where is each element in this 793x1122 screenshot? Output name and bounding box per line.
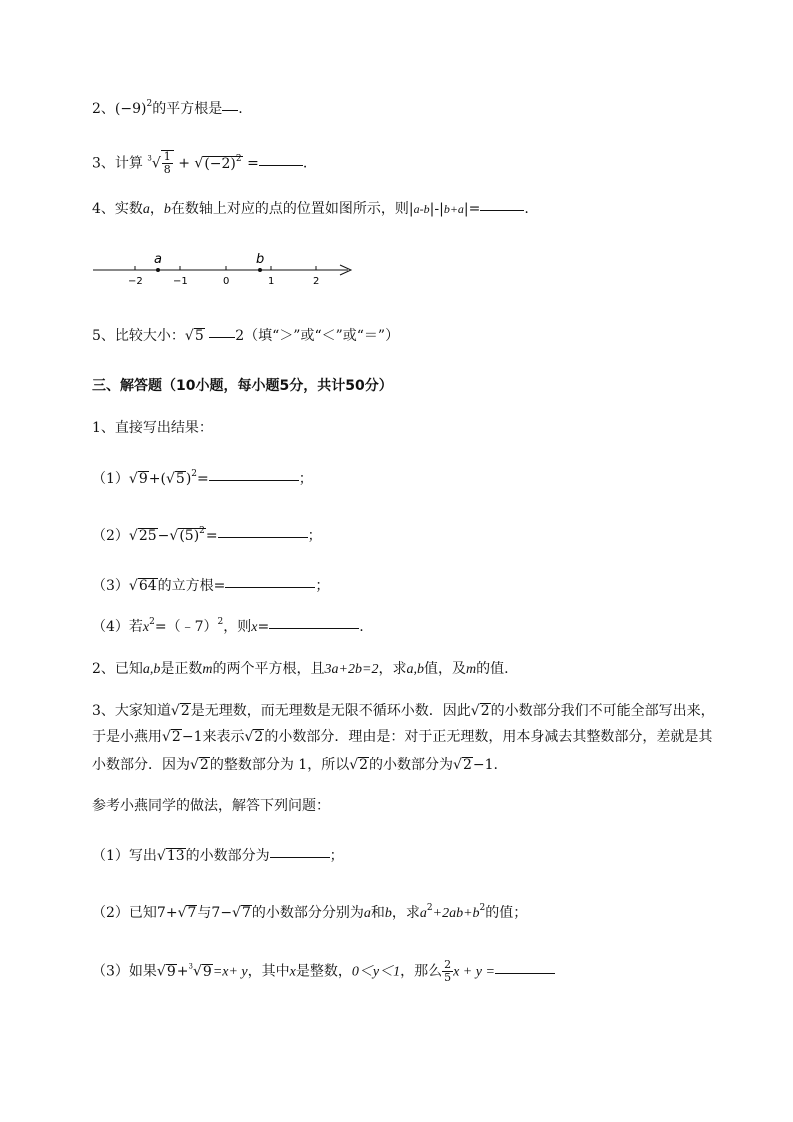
- q3-plus: +: [178, 155, 190, 172]
- q2-base: (−9): [114, 101, 147, 117]
- p3-3-fraction: $\frac{2}{5}$: [444, 958, 452, 984]
- sqrt-icon: √: [156, 848, 166, 864]
- point-b: [258, 268, 262, 272]
- problem-3-3: （3）如果√9+$^3$√9=x+ y，其中x是整数，0＜y＜1，那么 $\frac{2}{5}$ x + y =: [92, 959, 555, 984]
- p3-1-answer-blank: [270, 847, 330, 858]
- q4-answer-blank: [480, 200, 524, 211]
- q2-exponent: 2: [146, 99, 153, 109]
- label-a: a: [154, 252, 162, 267]
- q3-radicand: $(-2)^2$: [204, 153, 242, 172]
- q4-text: 在数轴上对应的点的位置如图所示，则|: [170, 201, 414, 217]
- tick-label: 2: [313, 276, 320, 287]
- tick-label: −1: [173, 276, 188, 287]
- section-title: 三、解答题（10小题，每小题5分，共计50分）: [92, 378, 393, 394]
- q5-number: 5、比较大小：: [92, 328, 185, 344]
- cube-root-icon: √: [151, 155, 161, 172]
- tick-label: 0: [223, 276, 230, 287]
- p1-4-answer-blank: [269, 618, 359, 629]
- sqrt-icon: √: [470, 703, 480, 719]
- problem-3-line-1: 3、大家知道√2是无理数，而无理数是无限不循环小数．因此√2的小数部分我们不可能全部写出来，: [92, 703, 715, 719]
- q4-var-a: a: [142, 202, 150, 217]
- tick-label: −2: [128, 276, 143, 287]
- question-5: 5、比较大小：√5 2（填“＞”或“＜”或“＝”）: [92, 328, 400, 344]
- sqrt-icon: √: [232, 905, 241, 921]
- problem-3-reference: 参考小燕同学的做法，解答下列问题：: [92, 798, 330, 814]
- q4-number: 4、实数: [92, 201, 143, 217]
- point-a: [156, 268, 160, 272]
- problem-3-line-2: 于是小燕用√2−1来表示√2的小数部分．理由是：对于正无理数，用本身减去其整数部分，差就是其: [92, 729, 713, 745]
- q3-root-index: 3: [147, 154, 152, 163]
- problem-1-4: （4）若$x^2=(﹣7)^2$，则x= .: [92, 617, 364, 635]
- question-4: 4、实数a，b在数轴上对应的点的位置如图所示，则|a-b|-|b+a|= .: [92, 201, 529, 217]
- q5-answer-blank: [209, 327, 235, 338]
- sqrt-icon: √: [128, 471, 138, 487]
- question-2: [92, 99, 243, 119]
- tick-label: 1: [268, 276, 275, 287]
- problem-1-3: （3）√64的立方根= ；: [92, 578, 330, 594]
- sqrt-icon: √: [184, 328, 194, 344]
- q5-text: （填“＞”或“＜”或“＝”）: [244, 328, 400, 344]
- q3-number: 3、计算: [92, 155, 143, 172]
- sqrt-icon: √: [128, 578, 138, 594]
- sqrt-icon: √: [165, 471, 175, 487]
- q3-fraction: $\frac{1}{8}$: [163, 150, 171, 176]
- number-line: [90, 250, 360, 290]
- problem-1-1: $(1)√9+(√5)^2=$ ；: [92, 469, 313, 487]
- problem-3-2: （2）已知7+√7与7−√7的小数部分分别为a和b，求$a^2+2ab+b^2$的值；: [92, 903, 528, 921]
- cube-root-icon: √: [192, 963, 202, 980]
- sqrt-icon: √: [169, 528, 179, 544]
- q2-text: 的平方根是: [152, 101, 223, 117]
- q3-eq: =: [247, 155, 259, 172]
- problem-3-line-3: 小数部分．因为√2的整数部分为 1，所以√2的小数部分为√2−1.: [92, 757, 498, 773]
- sqrt-icon: √: [156, 963, 166, 980]
- sqrt-icon: √: [170, 703, 180, 719]
- p1-1-answer-blank: [209, 470, 299, 481]
- problem-1-2: $(2)√25-√(5)^2=$ ；: [92, 526, 322, 544]
- question-3: [92, 150, 307, 176]
- problem-2: 2、已知a,b是正数m的两个平方根，且3a+2b=2，求a,b值，及m的值.: [92, 661, 509, 677]
- q2-end: .: [238, 101, 243, 117]
- q4-var-b: b: [163, 202, 171, 217]
- sqrt-icon: √: [453, 757, 462, 773]
- problem-3-1: （1）写出√13的小数部分为 ；: [92, 848, 344, 864]
- sqrt-icon: √: [177, 905, 187, 921]
- sqrt-icon: √: [349, 757, 359, 773]
- sqrt-icon: √: [128, 528, 138, 544]
- problem-1-title: 1、直接写出结果：: [92, 420, 213, 436]
- sqrt-icon: √: [190, 757, 199, 773]
- sqrt-icon: √: [162, 729, 171, 745]
- p1-3-answer-blank: [225, 577, 315, 588]
- label-b: b: [256, 252, 265, 267]
- p1-2-answer-blank: [218, 527, 308, 538]
- sqrt-icon: √: [244, 729, 254, 745]
- q2-number: 2、: [92, 101, 115, 117]
- p3-3-answer-blank: [495, 963, 555, 974]
- q2-answer-blank: [222, 100, 238, 111]
- q3-answer-blank: [259, 155, 303, 166]
- q3-end: .: [302, 155, 308, 172]
- sqrt-icon: √: [194, 155, 204, 172]
